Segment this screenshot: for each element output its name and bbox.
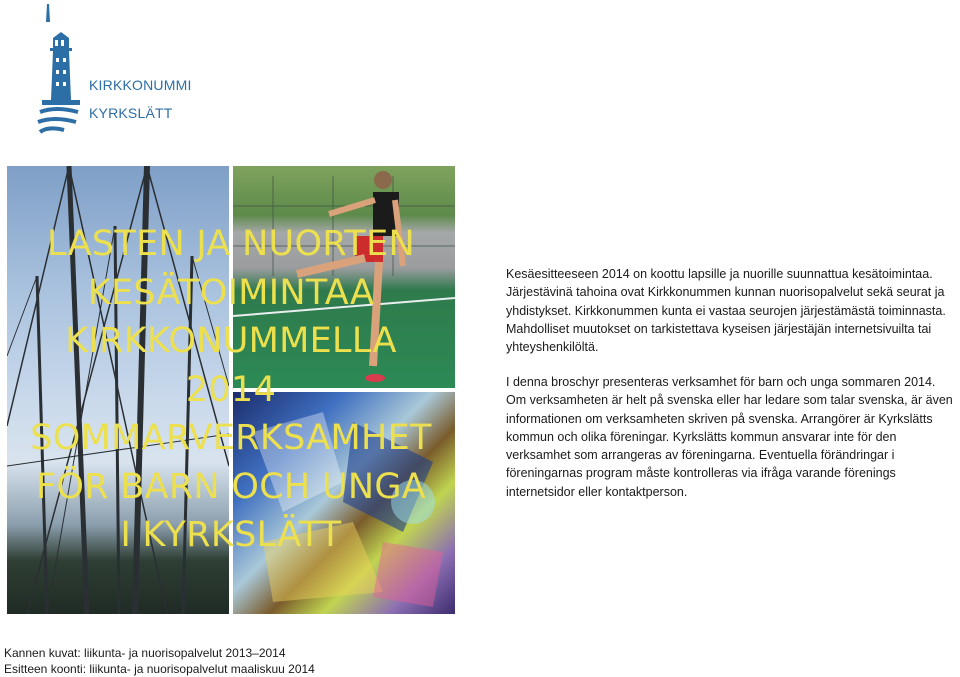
photo-credit: Kannen kuvat: liikunta- ja nuorisopalvelut 2013–2014	[4, 646, 286, 660]
compilation-credit: Esitteen koonti: liikunta- ja nuorisopalvelut maaliskuu 2014	[4, 662, 315, 676]
cover-title-line-2: KESÄTOIMINTAA	[87, 272, 375, 313]
cover-title-line-1: LASTEN JA NUORTEN	[47, 224, 415, 264]
cover-collage	[7, 166, 455, 614]
logo-text-kyrkslatt: KYRKSLÄTT	[89, 105, 173, 121]
cover-credits	[4, 645, 315, 677]
kirkkonummi-logo	[36, 2, 192, 138]
cover-title-line-5: SOMMARVERKSAMHET	[30, 418, 432, 458]
cover-title-line-4: 2014	[185, 369, 277, 410]
cover-title	[7, 220, 455, 560]
logo-text-kirkkonummi: KIRKKONUMMI	[89, 77, 192, 93]
cover-title-line-7: I KYRKSLÄTT	[120, 515, 342, 555]
intro-swedish: I denna broschyr presenteras verksamhet för barn och unga sommaren 2014. Om verksamheten är helt på svenska eller har ledare som talar svenska, är även informationen om verksamheten skriven på svenska. Arrangörer är Kyrkslätts kommun och olika föreningar. Kyrkslätts kommun ansvarar inte för den verksamhet som arrangeras av föreningarna. Eventuella förändringar i föreningarnas program måste kontrolleras via ifråga varande förenings internetsidor eller kontaktperson.	[506, 375, 953, 499]
intro-finnish: Kesäesitteeseen 2014 on koottu lapsille ja nuorille suunnattua kesätoimintaa. Järjestävinä tahoina ovat Kirkkonummen kunnan nuorisopalvelut sekä seurat ja yhdistykset. Kirkkonummen kunta ei vastaa seurojen järjestämästä toiminnasta. Mahdolliset muutokset on tarkistettava kyseisen järjestäjän internetsivuilta tai yhteyshenkilöltä.	[506, 267, 946, 355]
lighthouse-icon	[36, 2, 86, 138]
cover-title-line-3: KIRKKONUMMELLA	[65, 321, 397, 361]
cover-title-line-6: FÖR BARN OCH UNGA	[35, 466, 427, 507]
